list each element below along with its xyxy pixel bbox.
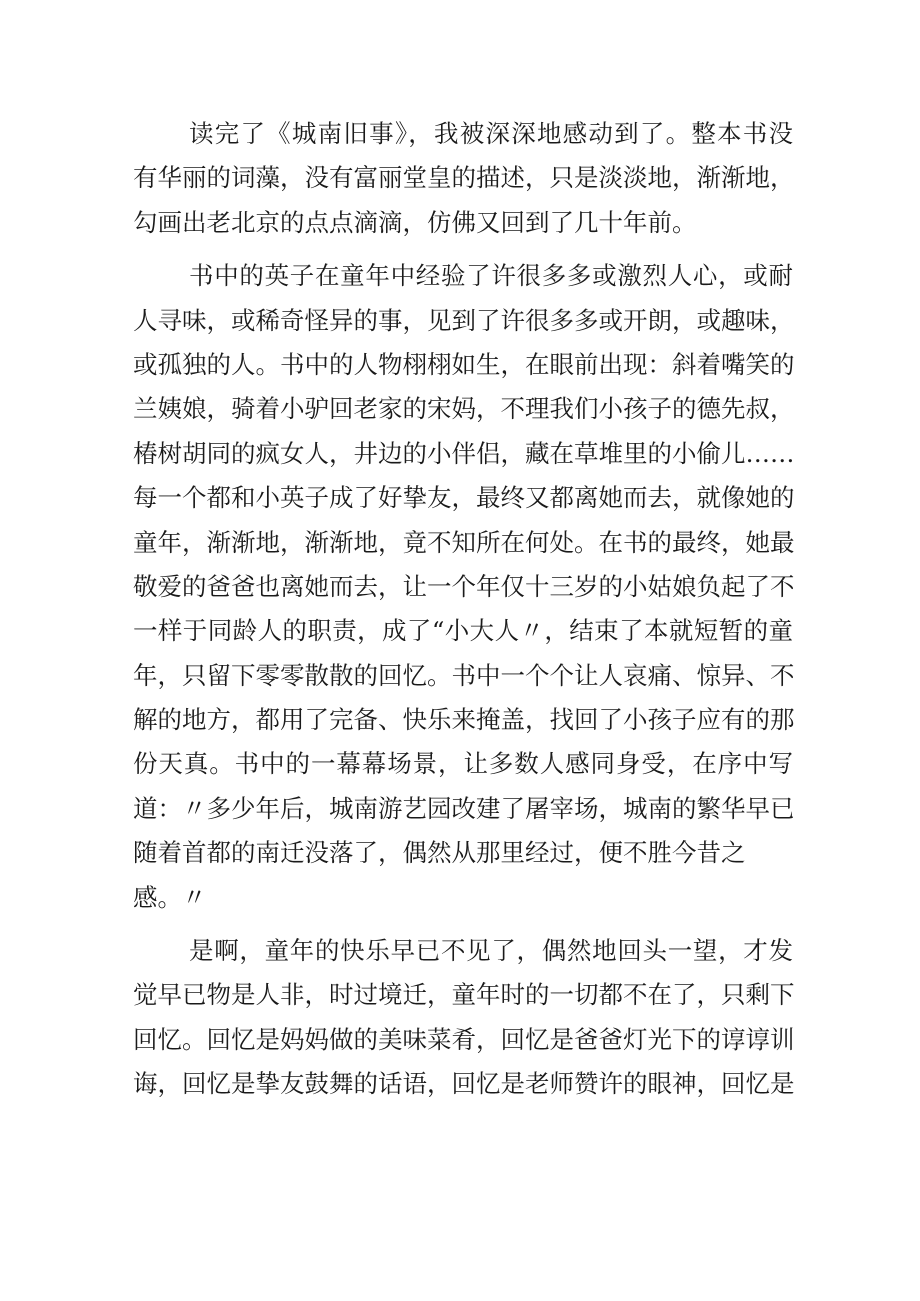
essay-body [133,112,793,1107]
text-line: 兰姨娘，骑着小驴回老家的宋妈，不理我们小孩子的德先叔， [133,394,795,424]
paragraph-1 [133,112,793,245]
text-line: 诲，回忆是挚友鼓舞的话语，回忆是老师赞许的眼神，回忆是 [133,1069,795,1099]
text-line: 勾画出老北京的点点滴滴，仿佛又回到了几十年前。 [133,207,697,237]
text-line: 敬爱的爸爸也离她而去，让一个年仅十三岁的小姑娘负起了不 [133,571,795,601]
text-line: 感。〃 [133,882,207,912]
text-line: 童年，渐渐地，渐渐地，竟不知所在何处。在书的最终，她最 [133,527,795,557]
text-line: 回忆。回忆是妈妈做的美味菜肴，回忆是爸爸灯光下的谆谆训 [133,1024,795,1054]
text-line: 一样于同龄人的职责，成了“小大人〃，结束了本就短暂的童 [133,616,793,646]
text-line: 或孤独的人。书中的人物栩栩如生，在眼前出现：斜着嘴笑的 [133,349,795,379]
text-line: 年，只留下零零散散的回忆。书中一个个让人哀痛、惊异、不 [133,660,795,690]
text-line: 有华丽的词藻，没有富丽堂皇的描述，只是淡淡地，渐渐地， [133,163,795,193]
text-line: 每一个都和小英子成了好挚友，最终又都离她而去，就像她的 [133,483,795,513]
text-line: 读完了《城南旧事》，我被深深地感动到了。整本书没 [189,119,793,148]
text-line: 随着首都的南迁没落了，偶然从那里经过，便不胜今昔之 [133,838,746,868]
text-line: 道：〃多少年后，城南游艺园改建了屠宰场，城南的繁华早已 [133,793,795,823]
text-line: 是啊，童年的快乐早已不见了，偶然地回头一望，才发 [189,936,793,966]
paragraph-2 [133,254,793,920]
text-line: 椿树胡同的疯女人，井边的小伴侣，藏在草堆里的小偷儿…… [133,438,795,468]
paragraph-3 [133,929,793,1107]
text-line: 解的地方，都用了完备、快乐来掩盖，找回了小孩子应有的那 [133,705,795,735]
text-line: 觉早已物是人非，时过境迁，童年时的一切都不在了，只剩下 [133,980,795,1010]
text-line: 书中的英子在童年中经验了许很多多或激烈人心，或耐 [189,261,793,291]
text-line: 份天真。书中的一幕幕场景，让多数人感同身受，在序中写 [133,749,793,779]
text-line: 人寻味，或稀奇怪异的事，见到了许很多多或开朗，或趣味， [133,305,795,335]
